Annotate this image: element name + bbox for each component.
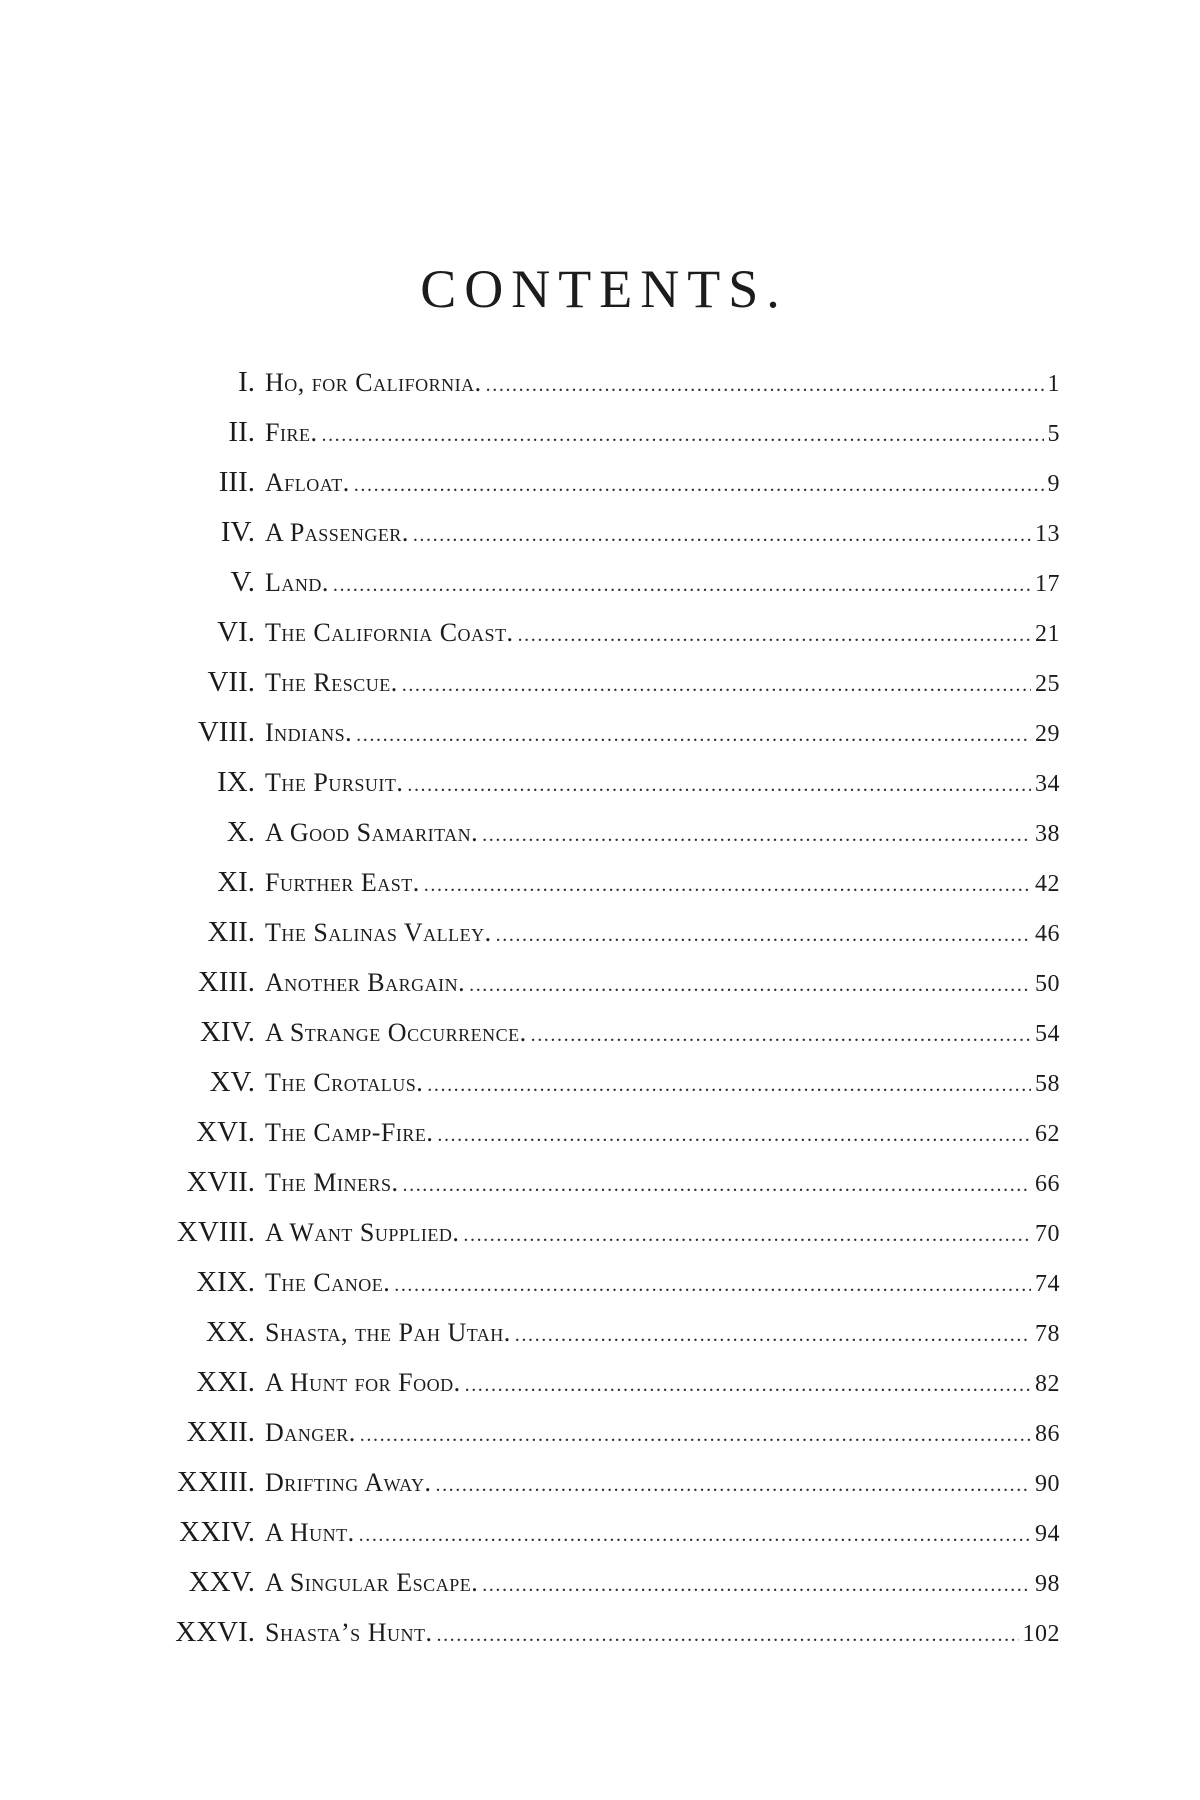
- dot-leader: [360, 1424, 1031, 1447]
- chapter-title: The California Coast.: [265, 618, 514, 647]
- chapter-number: VI.: [217, 616, 255, 648]
- page-number: 5: [1047, 421, 1060, 447]
- chapter-title: Indians.: [265, 718, 353, 747]
- chapter-title: Further East.: [265, 868, 420, 897]
- dot-leader: [403, 1174, 1032, 1197]
- page-number: 29: [1035, 721, 1060, 747]
- toc-entry: [0, 1566, 1200, 1616]
- chapter-number: IV.: [220, 516, 255, 548]
- chapter-title: A Strange Occurrence.: [265, 1018, 527, 1047]
- chapter-title: The Salinas Valley.: [265, 918, 492, 947]
- chapter-number: III.: [218, 466, 255, 498]
- toc-entry: [0, 816, 1200, 866]
- dot-leader: [407, 774, 1031, 797]
- dot-leader: [531, 1024, 1031, 1047]
- dot-leader: [437, 1124, 1031, 1147]
- page-number: 50: [1035, 971, 1060, 997]
- chapter-number: XIX.: [196, 1266, 255, 1298]
- dot-leader: [356, 724, 1031, 747]
- chapter-title: Fire.: [265, 418, 318, 447]
- toc-entry: [0, 1066, 1200, 1116]
- page-number: 9: [1047, 471, 1060, 497]
- dot-leader: [482, 824, 1031, 847]
- toc-entry: [0, 416, 1200, 466]
- chapter-number: XXV.: [188, 1566, 255, 1598]
- dot-leader: [435, 1474, 1031, 1497]
- toc-entry: [0, 1016, 1200, 1066]
- chapter-number: I.: [238, 366, 255, 398]
- toc-entry: [0, 1266, 1200, 1316]
- chapter-number: XVIII.: [176, 1216, 255, 1248]
- page-number: 54: [1035, 1021, 1060, 1047]
- page-number: 70: [1035, 1221, 1060, 1247]
- toc-entry: [0, 1216, 1200, 1266]
- chapter-number: XV.: [209, 1066, 255, 1098]
- page-number: 17: [1035, 571, 1060, 597]
- toc-entry: [0, 866, 1200, 916]
- page-number: 1: [1047, 371, 1060, 397]
- chapter-title: Shasta, the Pah Utah.: [265, 1318, 511, 1347]
- page-number: 13: [1035, 521, 1060, 547]
- chapter-title: A Good Samaritan.: [265, 818, 479, 847]
- table-of-contents: [0, 366, 1200, 1666]
- dot-leader: [413, 524, 1031, 547]
- toc-entry: [0, 1466, 1200, 1516]
- chapter-number: XXII.: [186, 1416, 255, 1448]
- dot-leader: [424, 874, 1031, 897]
- dot-leader: [486, 374, 1044, 397]
- chapter-title: The Miners.: [265, 1168, 399, 1197]
- chapter-title: Shasta’s Hunt.: [265, 1618, 433, 1647]
- chapter-title: Danger.: [265, 1418, 356, 1447]
- toc-entry: [0, 566, 1200, 616]
- dot-leader: [463, 1224, 1031, 1247]
- chapter-title: Drifting Away.: [265, 1468, 432, 1497]
- chapter-number: XXIII.: [176, 1466, 255, 1498]
- dot-leader: [333, 574, 1031, 597]
- dot-leader: [321, 424, 1043, 447]
- toc-entry: [0, 516, 1200, 566]
- toc-entry: [0, 916, 1200, 966]
- chapter-title: A Singular Escape.: [265, 1568, 479, 1597]
- chapter-number: XXVI.: [175, 1616, 255, 1648]
- chapter-title: The Canoe.: [265, 1268, 391, 1297]
- chapter-title: A Passenger.: [265, 518, 409, 547]
- chapter-number: XI.: [217, 866, 255, 898]
- page-number: 82: [1035, 1371, 1060, 1397]
- chapter-title: Land.: [265, 568, 329, 597]
- page-number: 21: [1035, 621, 1060, 647]
- chapter-number: V.: [230, 566, 255, 598]
- toc-entry: [0, 1116, 1200, 1166]
- chapter-number: VII.: [207, 666, 255, 698]
- page-number: 94: [1035, 1521, 1060, 1547]
- toc-entry: [0, 1416, 1200, 1466]
- page-number: 86: [1035, 1421, 1060, 1447]
- chapter-title: The Rescue.: [265, 668, 398, 697]
- chapter-number: XVII.: [186, 1166, 255, 1198]
- dot-leader: [402, 674, 1031, 697]
- toc-entry: [0, 666, 1200, 716]
- toc-entry: [0, 466, 1200, 516]
- chapter-number: II.: [228, 416, 255, 448]
- chapter-number: XX.: [205, 1316, 255, 1348]
- dot-leader: [394, 1274, 1031, 1297]
- dot-leader: [465, 1374, 1031, 1397]
- chapter-number: X.: [226, 816, 255, 848]
- toc-entry: [0, 766, 1200, 816]
- toc-entry: [0, 716, 1200, 766]
- page-number: 74: [1035, 1271, 1060, 1297]
- chapter-title: A Hunt.: [265, 1518, 355, 1547]
- page-number: 98: [1035, 1571, 1060, 1597]
- dot-leader: [469, 974, 1031, 997]
- page-number: 58: [1035, 1071, 1060, 1097]
- chapter-number: XII.: [207, 916, 255, 948]
- chapter-title: The Crotalus.: [265, 1068, 424, 1097]
- page-number: 102: [1022, 1621, 1060, 1647]
- dot-leader: [482, 1574, 1031, 1597]
- page-title: CONTENTS.: [420, 259, 788, 319]
- toc-entry: [0, 1516, 1200, 1566]
- chapter-title: Another Bargain.: [265, 968, 466, 997]
- page-number: 90: [1035, 1471, 1060, 1497]
- page-number: 78: [1035, 1321, 1060, 1347]
- page-number: 46: [1035, 921, 1060, 947]
- page-number: 25: [1035, 671, 1060, 697]
- toc-entry: [0, 1166, 1200, 1216]
- chapter-number: XXIV.: [179, 1516, 255, 1548]
- toc-entry: [0, 366, 1200, 416]
- dot-leader: [427, 1074, 1031, 1097]
- page-number: 66: [1035, 1171, 1060, 1197]
- dot-leader: [518, 624, 1031, 647]
- dot-leader: [436, 1624, 1018, 1647]
- chapter-number: XVI.: [196, 1116, 255, 1148]
- chapter-number: XXI.: [196, 1366, 255, 1398]
- chapter-title: The Camp-Fire.: [265, 1118, 434, 1147]
- page-number: 34: [1035, 771, 1060, 797]
- page-number: 38: [1035, 821, 1060, 847]
- chapter-number: IX.: [217, 766, 255, 798]
- chapter-title: A Want Supplied.: [265, 1218, 460, 1247]
- chapter-number: VIII.: [197, 716, 255, 748]
- toc-entry: [0, 1316, 1200, 1366]
- chapter-title: Afloat.: [265, 468, 350, 497]
- toc-entry: [0, 966, 1200, 1016]
- toc-entry: [0, 616, 1200, 666]
- toc-entry: [0, 1616, 1200, 1666]
- chapter-title: A Hunt for Food.: [265, 1368, 461, 1397]
- chapter-number: XIII.: [197, 966, 255, 998]
- chapter-number: XIV.: [199, 1016, 255, 1048]
- chapter-title: Ho, for California.: [265, 368, 482, 397]
- chapter-title: The Pursuit.: [265, 768, 404, 797]
- dot-leader: [515, 1324, 1031, 1347]
- toc-entry: [0, 1366, 1200, 1416]
- dot-leader: [359, 1524, 1031, 1547]
- page-number: 42: [1035, 871, 1060, 897]
- page-number: 62: [1035, 1121, 1060, 1147]
- dot-leader: [496, 924, 1031, 947]
- dot-leader: [354, 474, 1044, 497]
